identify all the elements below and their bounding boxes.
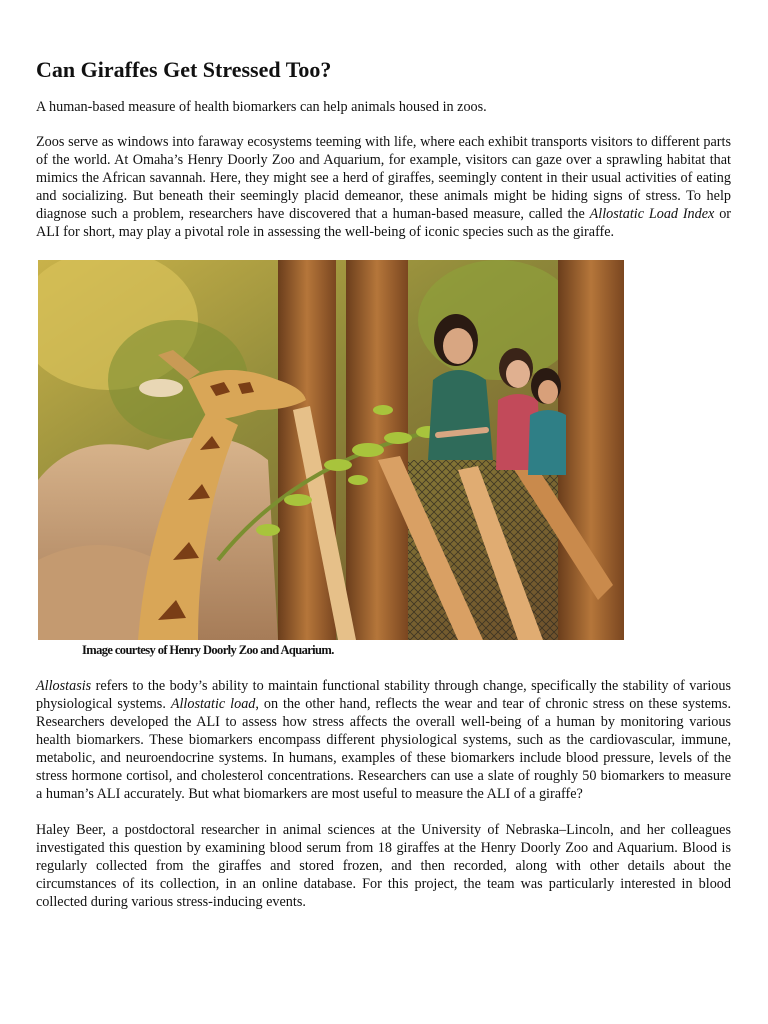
allostasis-text-1: refers to the body’s ability to maintain functional stability through change, specifically the stability of various physiological systems. (36, 678, 731, 712)
intro-italic-term: Allostatic Load Index (589, 206, 715, 222)
allostasis-term: Allostasis (36, 678, 92, 694)
intro-text-1: Zoos serve as windows into faraway ecosystems teeming with life, where each exhibit transports visitors to different parts of the world. At Omaha’s Henry Doorly Zoo and Aquarium, for example, visitors can gaze over a sprawling habitat that mimics the African savannah. Here, they might see a herd of giraffes, seemingly content in their usual activities of eating and socializing. But beneath their seemingly placid demeanor, these animals might be hiding signs of stress. To help diagnose such a problem, researchers have discovered that a human-based measure, called the (36, 134, 731, 222)
intro-text-2: or ALI for short, may play a pivotal role in assessing the well-being of iconic species such as the giraffe. (36, 206, 732, 240)
figure-caption: Image courtesy of Henry Doorly Zoo and Aquarium. (82, 643, 334, 657)
research-paragraph: Haley Beer, a postdoctoral researcher in animal sciences at the University of Nebraska–Lincoln, and her colleagues investigated this question by examining blood serum from 18 giraffes at the Henry Doorly Zoo and Aquarium. Blood is regularly collected from the giraffes and stored frozen, and then recorded, along with other details about the circumstances of its collection, in an online database. For this project, the team was particularly interested in blood collected during various stress-inducing events. (36, 822, 731, 910)
allostasis-paragraph (36, 677, 731, 803)
article-title: Can Giraffes Get Stressed Too? (36, 57, 332, 82)
giraffe-feeding-photo (38, 260, 624, 640)
figure (38, 260, 624, 658)
article-subtitle: A human-based measure of health biomarkers can help animals housed in zoos. (36, 99, 487, 115)
article (36, 56, 731, 911)
allostatic-load-term: Allostatic load (170, 696, 256, 712)
allostasis-text-2: , on the other hand, reflects the wear and tear of chronic stress on these systems. Researchers developed the ALI to assess how stress affects the overall well-being of a human by monitoring various health biomarkers. These biomarkers encompass different physiological systems, such as the cardiovascular, immune, metabolic, and neuroendocrine systems. In humans, examples of these biomarkers include blood pressure, levels of the stress hormone cortisol, and cholesterol concentrations. Researchers can use a slate of roughly 50 biomarkers to measure a human’s ALI accurately. But what biomarkers are most useful to measure the ALI of a giraffe? (36, 696, 732, 802)
intro-paragraph (36, 133, 731, 241)
